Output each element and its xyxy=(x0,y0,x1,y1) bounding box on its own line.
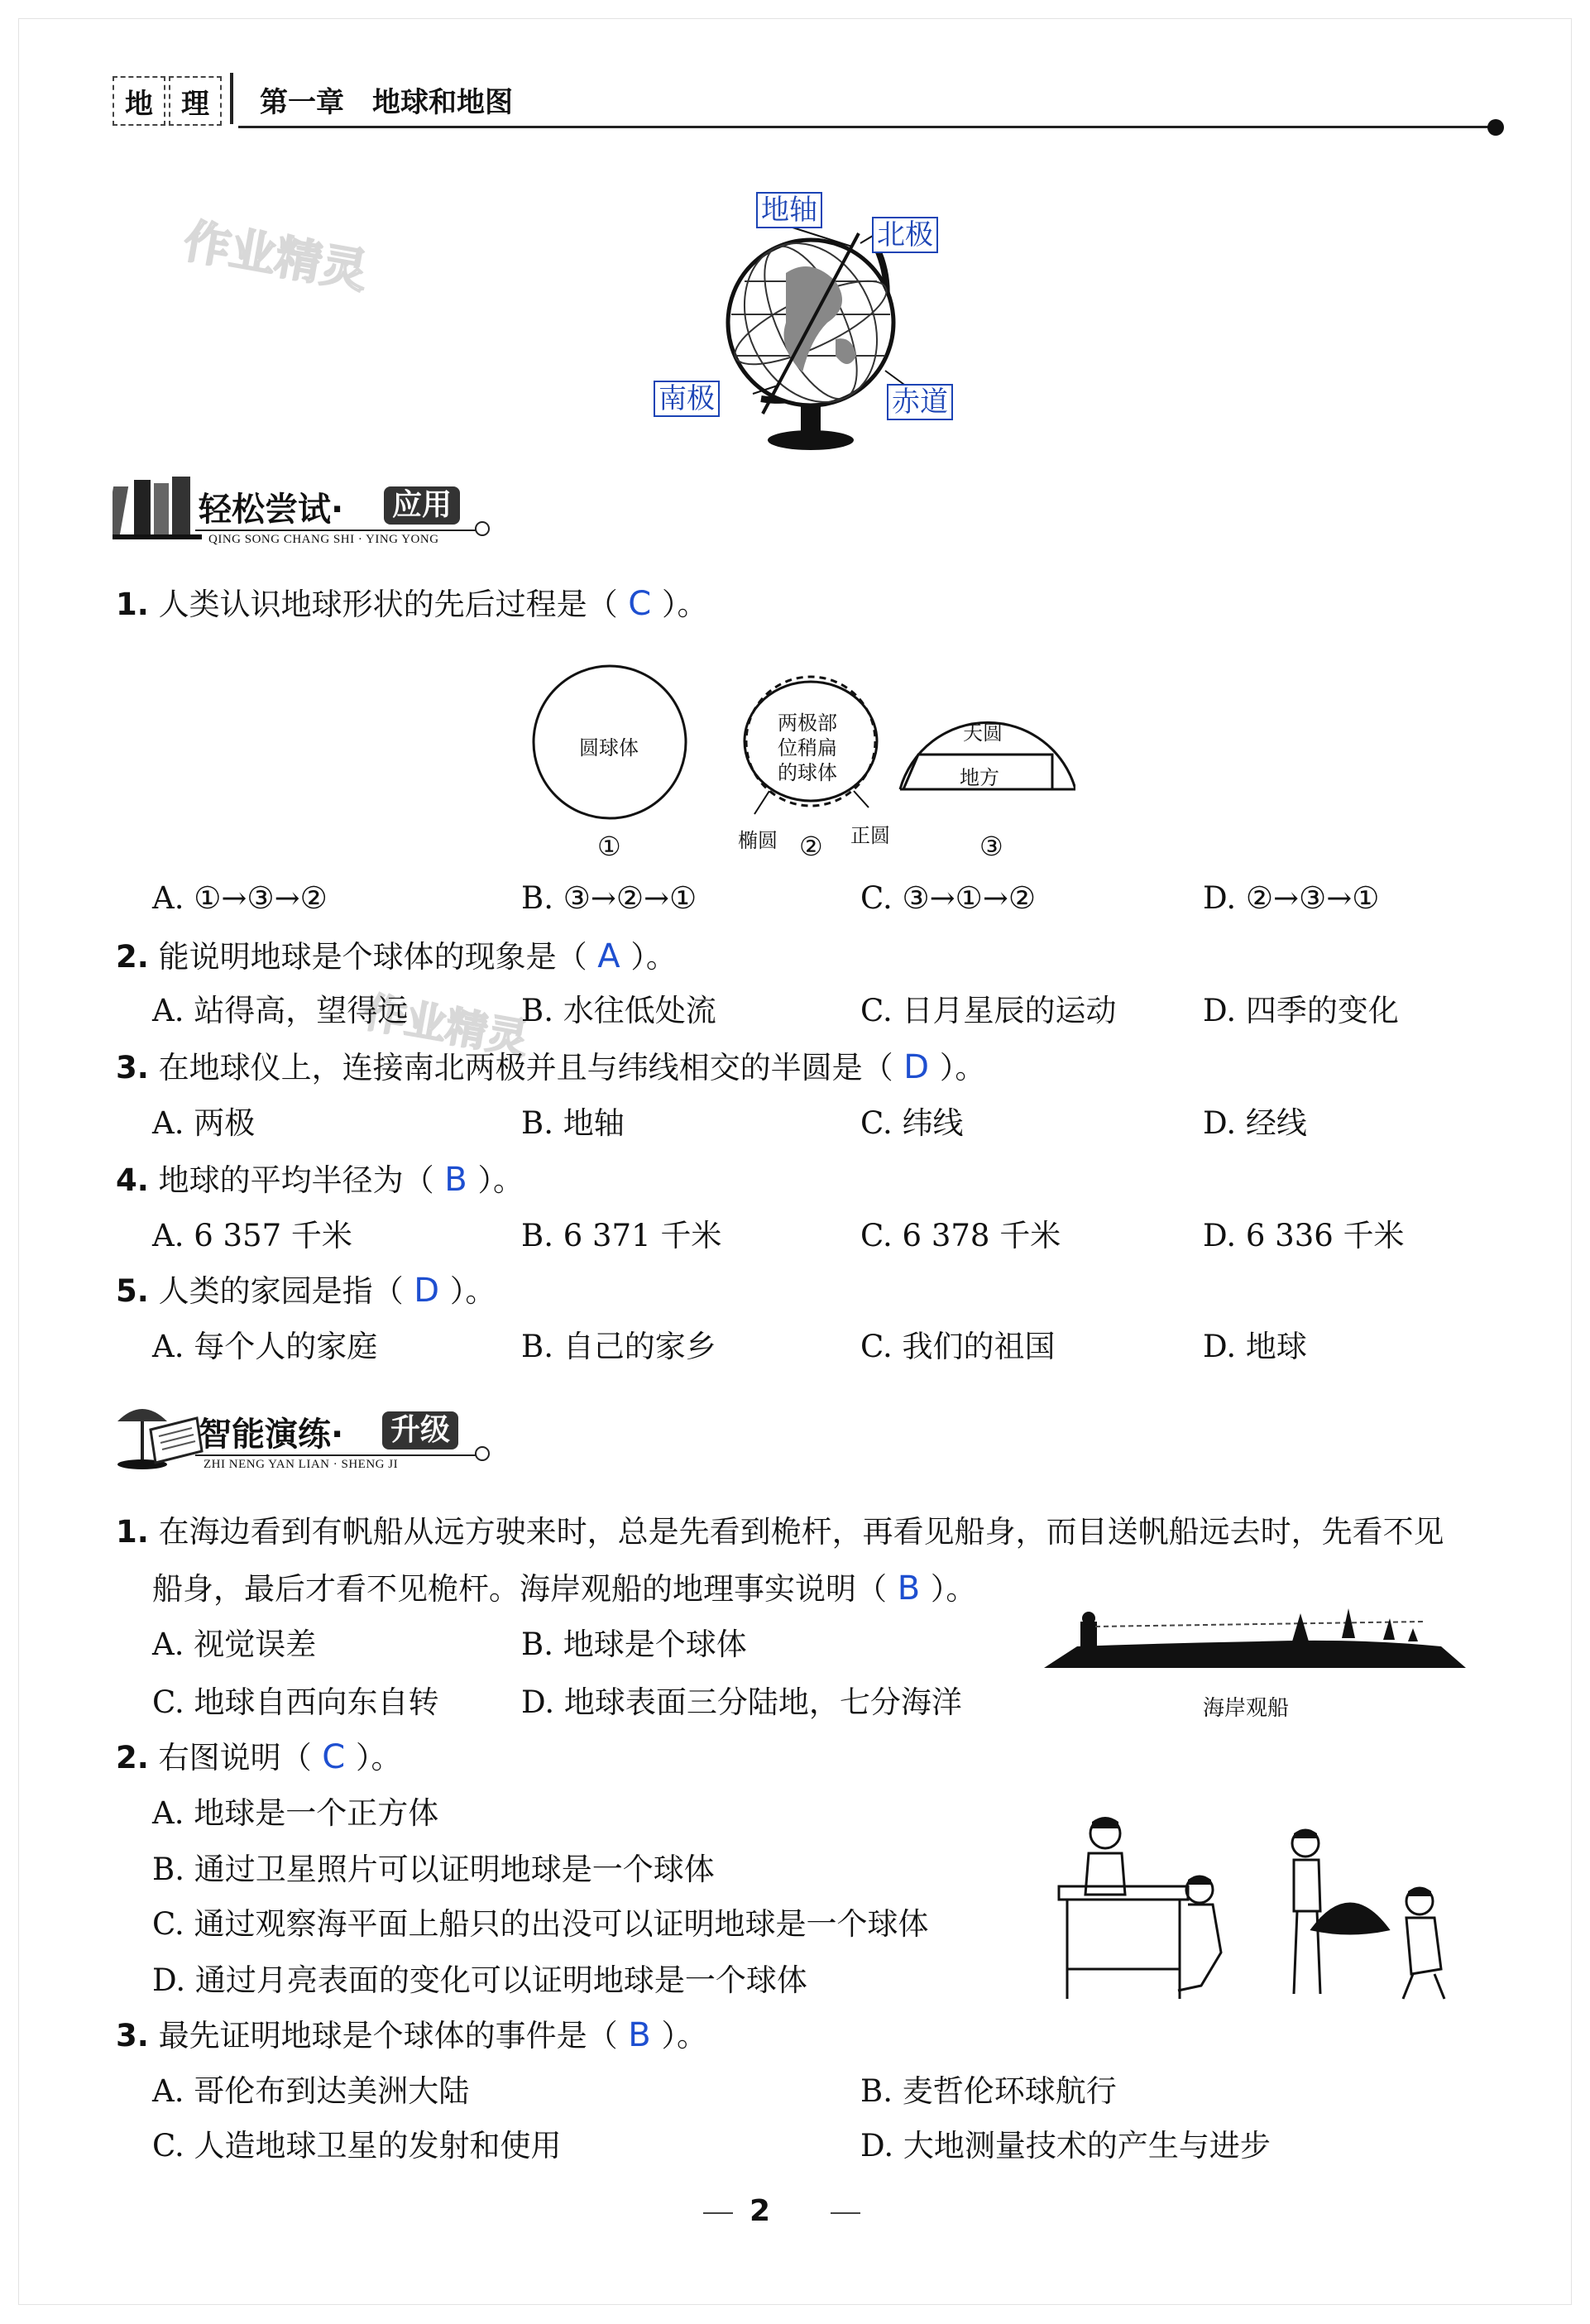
question-number: 1. xyxy=(116,587,149,622)
answer-mark: D xyxy=(903,1048,930,1086)
answer-mark: B xyxy=(628,2016,651,2054)
question xyxy=(116,584,707,625)
option: B. 6 371 千米 xyxy=(521,1218,722,1253)
option: D. 6 336 千米 xyxy=(1203,1218,1405,1253)
figure-number: ③ xyxy=(979,831,1003,862)
option: A. 每个人的家庭 xyxy=(152,1329,378,1364)
section-rule xyxy=(195,1454,480,1456)
question-number: 2. xyxy=(116,939,149,975)
figure-label-round-sky: 天圆 xyxy=(963,721,1003,745)
question-number: 2. xyxy=(116,1740,149,1775)
question-stem: 能说明地球是个球体的现象是（ xyxy=(158,939,587,975)
option: B. 地轴 xyxy=(521,1105,625,1141)
option: C. 6 378 千米 xyxy=(860,1218,1061,1253)
option: D. 经线 xyxy=(1203,1105,1307,1141)
globe-label-north-pole: 北极 xyxy=(872,217,938,253)
option: D. 地球表面三分陆地，七分海洋 xyxy=(521,1684,962,1720)
question-stem: 最先证明地球是个球体的事件是（ xyxy=(158,2018,618,2053)
question-stem: 在地球仪上，连接南北两极并且与纬线相交的半圆是（ xyxy=(158,1050,893,1085)
option: B. 水往低处流 xyxy=(521,993,716,1028)
question-stem-end: ）。 xyxy=(939,1050,986,1085)
question-continuation xyxy=(152,1569,976,1609)
option: C. ③→①→② xyxy=(860,880,1037,916)
figure-label-oblate-1: 两极部 xyxy=(778,712,837,735)
subject-char: 地 xyxy=(125,87,153,121)
watermark: 作业精灵 xyxy=(360,988,532,1064)
figure-label-oblate-3: 的球体 xyxy=(778,761,837,784)
question xyxy=(116,1737,401,1778)
section-pinyin: ZHI NENG YAN LIAN · SHENG JI xyxy=(204,1458,399,1471)
question-number: 1. xyxy=(116,1514,149,1550)
option: A. 6 357 千米 xyxy=(152,1218,352,1253)
page-number: 2 xyxy=(750,2194,771,2228)
globe-leader-lines xyxy=(745,223,1009,422)
coast-ship-illustration xyxy=(1044,1588,1466,1671)
section-tag: 升级 xyxy=(382,1411,458,1450)
question-stem-end: ）。 xyxy=(449,1273,496,1309)
answer-mark: C xyxy=(322,1738,346,1776)
globe-label-equator: 赤道 xyxy=(887,384,953,420)
figure-label-ellipse: 椭圆 xyxy=(738,829,778,852)
question-number: 3. xyxy=(116,1050,149,1085)
subject-char-box xyxy=(113,76,165,126)
question-stem: 船身，最后才看不见桅杆。海岸观船的地理事实说明（ xyxy=(152,1571,887,1607)
question-number: 4. xyxy=(116,1162,149,1198)
question-stem: 人类认识地球形状的先后过程是（ xyxy=(158,587,618,622)
option: D. 通过月亮表面的变化可以证明地球是一个球体 xyxy=(152,1962,807,1998)
section-rule-ring xyxy=(475,521,490,536)
option: C. 我们的祖国 xyxy=(860,1329,1056,1364)
answer-mark: C xyxy=(628,585,652,623)
question-stem-end: ）。 xyxy=(661,2018,707,2053)
section-tag: 应用 xyxy=(384,486,460,525)
figure-number: ① xyxy=(597,831,621,862)
figure-label-sphere: 圆球体 xyxy=(579,736,639,759)
option: B. 地球是个球体 xyxy=(521,1627,747,1662)
option: D. ②→③→① xyxy=(1203,880,1380,916)
option: C. 通过观察海平面上船只的出没可以证明地球是一个球体 xyxy=(152,1906,929,1942)
option: B. 自己的家乡 xyxy=(521,1329,716,1364)
section-title: 智能演练· xyxy=(199,1416,344,1454)
subject-char: 理 xyxy=(181,87,209,121)
answer-mark: B xyxy=(897,1569,921,1608)
option: C. 纬线 xyxy=(860,1105,964,1141)
option: D. 四季的变化 xyxy=(1203,993,1399,1028)
figure-number: ② xyxy=(799,831,823,862)
page-number-dash xyxy=(831,2212,860,2214)
books-icon xyxy=(113,473,204,543)
answer-mark: D xyxy=(414,1272,440,1310)
page-number-dash xyxy=(703,2212,733,2214)
question-number: 5. xyxy=(116,1273,149,1309)
option: C. 日月星辰的运动 xyxy=(860,993,1117,1028)
answer-mark: B xyxy=(444,1161,467,1199)
option: B. 麦哲伦环球航行 xyxy=(860,2073,1117,2109)
section-pinyin: QING SONG CHANG SHI · YING YONG xyxy=(208,533,439,546)
question-stem: 右图说明（ xyxy=(158,1740,312,1775)
option: B. ③→②→① xyxy=(521,880,697,916)
question-stem-end: ）。 xyxy=(630,939,677,975)
figure-caption: 海岸观船 xyxy=(1203,1696,1290,1721)
figure-label-oblate-2: 位稍扁 xyxy=(778,736,837,759)
question-number: 3. xyxy=(116,2018,149,2053)
watermark: 作业精灵 xyxy=(180,213,372,299)
question xyxy=(116,1047,985,1088)
option: A. 地球是一个正方体 xyxy=(152,1795,439,1831)
option: A. 两极 xyxy=(152,1105,256,1141)
section-title: 轻松尝试· xyxy=(199,491,344,529)
globe-label-south-pole: 南极 xyxy=(654,381,720,417)
section-rule xyxy=(195,529,480,531)
question xyxy=(116,1512,1444,1552)
question-stem-end: ）。 xyxy=(477,1162,524,1198)
option: C. 地球自西向东自转 xyxy=(152,1684,439,1720)
option: A. ①→③→② xyxy=(152,880,328,916)
option: D. 大地测量技术的产生与进步 xyxy=(860,2128,1271,2163)
globe-label-axis: 地轴 xyxy=(756,192,822,228)
subject-char-box xyxy=(169,76,222,126)
option: C. 人造地球卫星的发射和使用 xyxy=(152,2128,562,2163)
option: D. 地球 xyxy=(1203,1329,1307,1364)
question xyxy=(116,1271,496,1311)
question xyxy=(116,1160,524,1200)
question-stem-end: ）。 xyxy=(355,1740,402,1775)
question-stem-end: ）。 xyxy=(930,1571,977,1607)
header-rule xyxy=(238,126,1496,128)
question xyxy=(116,937,677,977)
section-rule-ring xyxy=(475,1446,490,1461)
question-stem: 人类的家园是指（ xyxy=(158,1273,404,1309)
figure-label-circle: 正圆 xyxy=(850,824,890,847)
option: A. 站得高，望得远 xyxy=(152,993,409,1028)
question-stem: 地球的平均半径为（ xyxy=(158,1162,434,1198)
question xyxy=(116,2015,707,2056)
reading-lamp-icon xyxy=(109,1397,205,1471)
option: A. 视觉误差 xyxy=(152,1627,317,1662)
observation-experiment-illustration xyxy=(1056,1812,1469,2002)
chapter-title: 第一章 地球和地图 xyxy=(260,86,513,119)
option: A. 哥伦布到达美洲大陆 xyxy=(152,2073,470,2109)
header-rule-dot xyxy=(1487,119,1504,136)
question-stem-end: ）。 xyxy=(661,587,708,622)
header-divider xyxy=(230,73,233,124)
question-stem: 在海边看到有帆船从远方驶来时，总是先看到桅杆，再看见船身，而目送帆船远去时，先看不见 xyxy=(158,1514,1444,1550)
figure-label-square-earth: 地方 xyxy=(960,766,999,789)
option: B. 通过卫星照片可以证明地球是一个球体 xyxy=(152,1852,715,1887)
answer-mark: A xyxy=(597,937,620,975)
